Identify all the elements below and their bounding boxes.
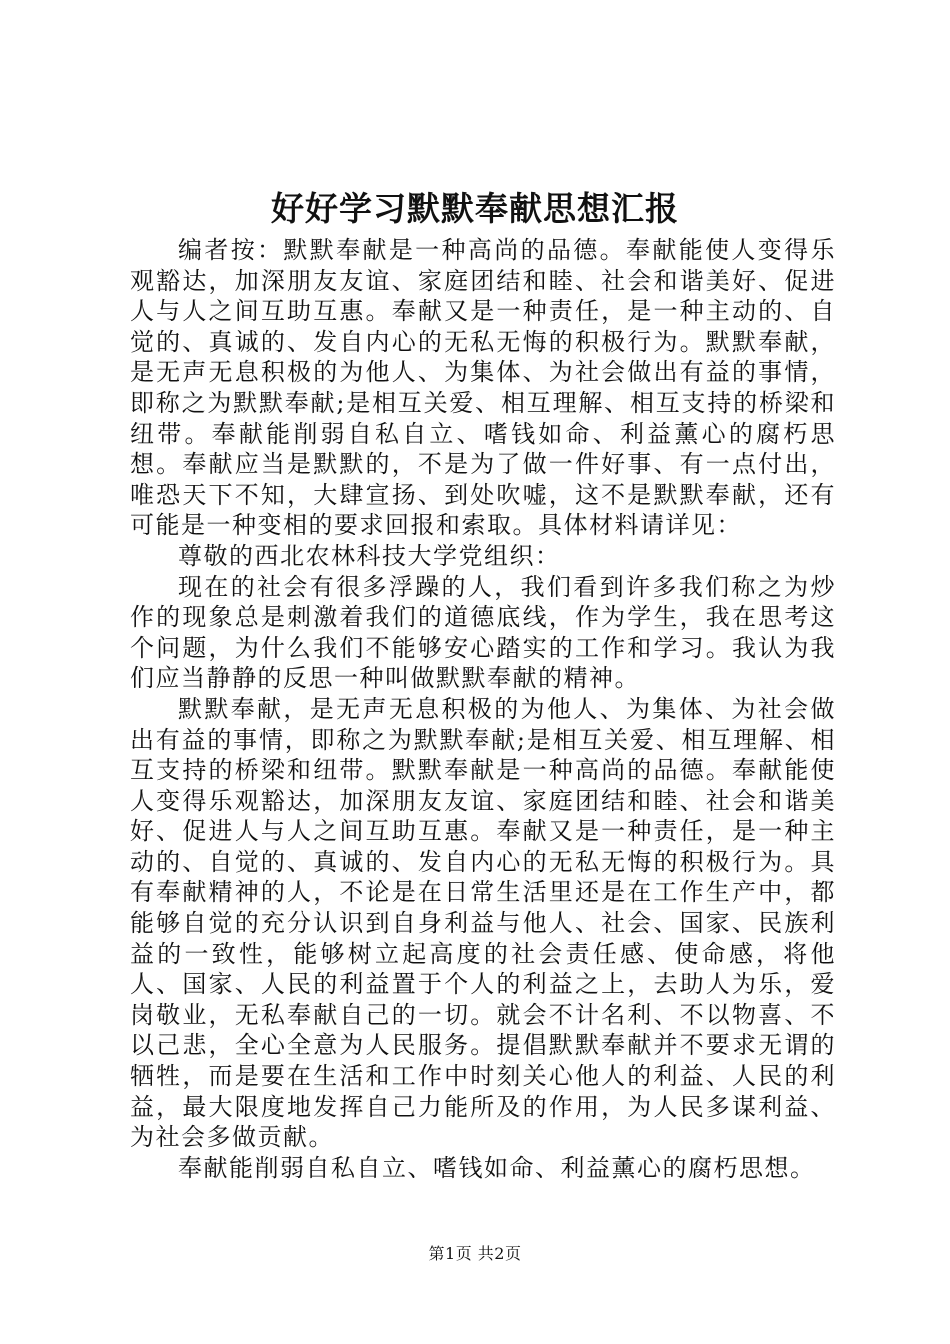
document-title: 好好学习默默奉献思想汇报 [271, 189, 679, 228]
salutation-paragraph: 尊敬的西北农林科技大学党组织： [178, 541, 561, 570]
body-paragraph: 默默奉献，是无声无息积极的为他人、为集体、为社会做出有益的事情，即称之为默默奉献;是相互关爱、相互理解、相互支持的桥梁和纽带。默默奉献是一种高尚的品德。奉献能使人变得乐观豁达，加深朋友友谊、家庭团结和睦、社会和谐美好、促进人与人之间互助互惠。奉献又是一种责任，是一种主动的、自觉的、真诚的、发自内心的无私无悔的积极行为。具有奉献精神的人，不论是在日常生活里还是在工作生产中，都能够自觉的充分认识到自身利益与他人、社会、国家、民族利益的一致性，能够树立起高度的社会责任感、使命感，将他人、国家、人民的利益置于个人的利益之上，去助人为乐，爱岗敬业，无私奉献自己的一切。就会不计名利、不以物喜、不以己悲，全心全意为人民服务。提倡默默奉献并不要求无谓的牺牲，而是要在生活和工作中时刻关心他人的利益、人民的利益，最大限度地发挥自己力能所及的作用，为人民多谋利益、为社会多做贡献。 [130, 694, 836, 1152]
body-paragraph: 奉献能削弱自私自立、嗜钱如命、利益薰心的腐朽思想。 [178, 1153, 816, 1182]
document-body [130, 235, 836, 1183]
body-paragraph: 现在的社会有很多浮躁的人，我们看到许多我们称之为炒作的现象总是刺激着我们的道德底线，作为学生，我在思考这个问题，为什么我们不能够安心踏实的工作和学习。我认为我们应当静静的反思一种叫做默默奉献的精神。 [130, 572, 836, 693]
page-number-footer: 第1页 共2页 [428, 1244, 522, 1263]
editor-note-paragraph: 编者按：默默奉献是一种高尚的品德。奉献能使人变得乐观豁达，加深朋友友谊、家庭团结和睦、社会和谐美好、促进人与人之间互助互惠。奉献又是一种责任，是一种主动的、自觉的、真诚的、发自内心的无私无悔的积极行为。默默奉献，是无声无息积极的为他人、为集体、为社会做出有益的事情，即称之为默默奉献;是相互关爱、相互理解、相互支持的桥梁和纽带。奉献能削弱自私自立、嗜钱如命、利益薰心的腐朽思想。奉献应当是默默的，不是为了做一件好事、有一点付出，唯恐天下不知，大肆宣扬、到处吹嘘，这不是默默奉献，还有可能是一种变相的要求回报和索取。具体材料请详见： [130, 236, 836, 540]
